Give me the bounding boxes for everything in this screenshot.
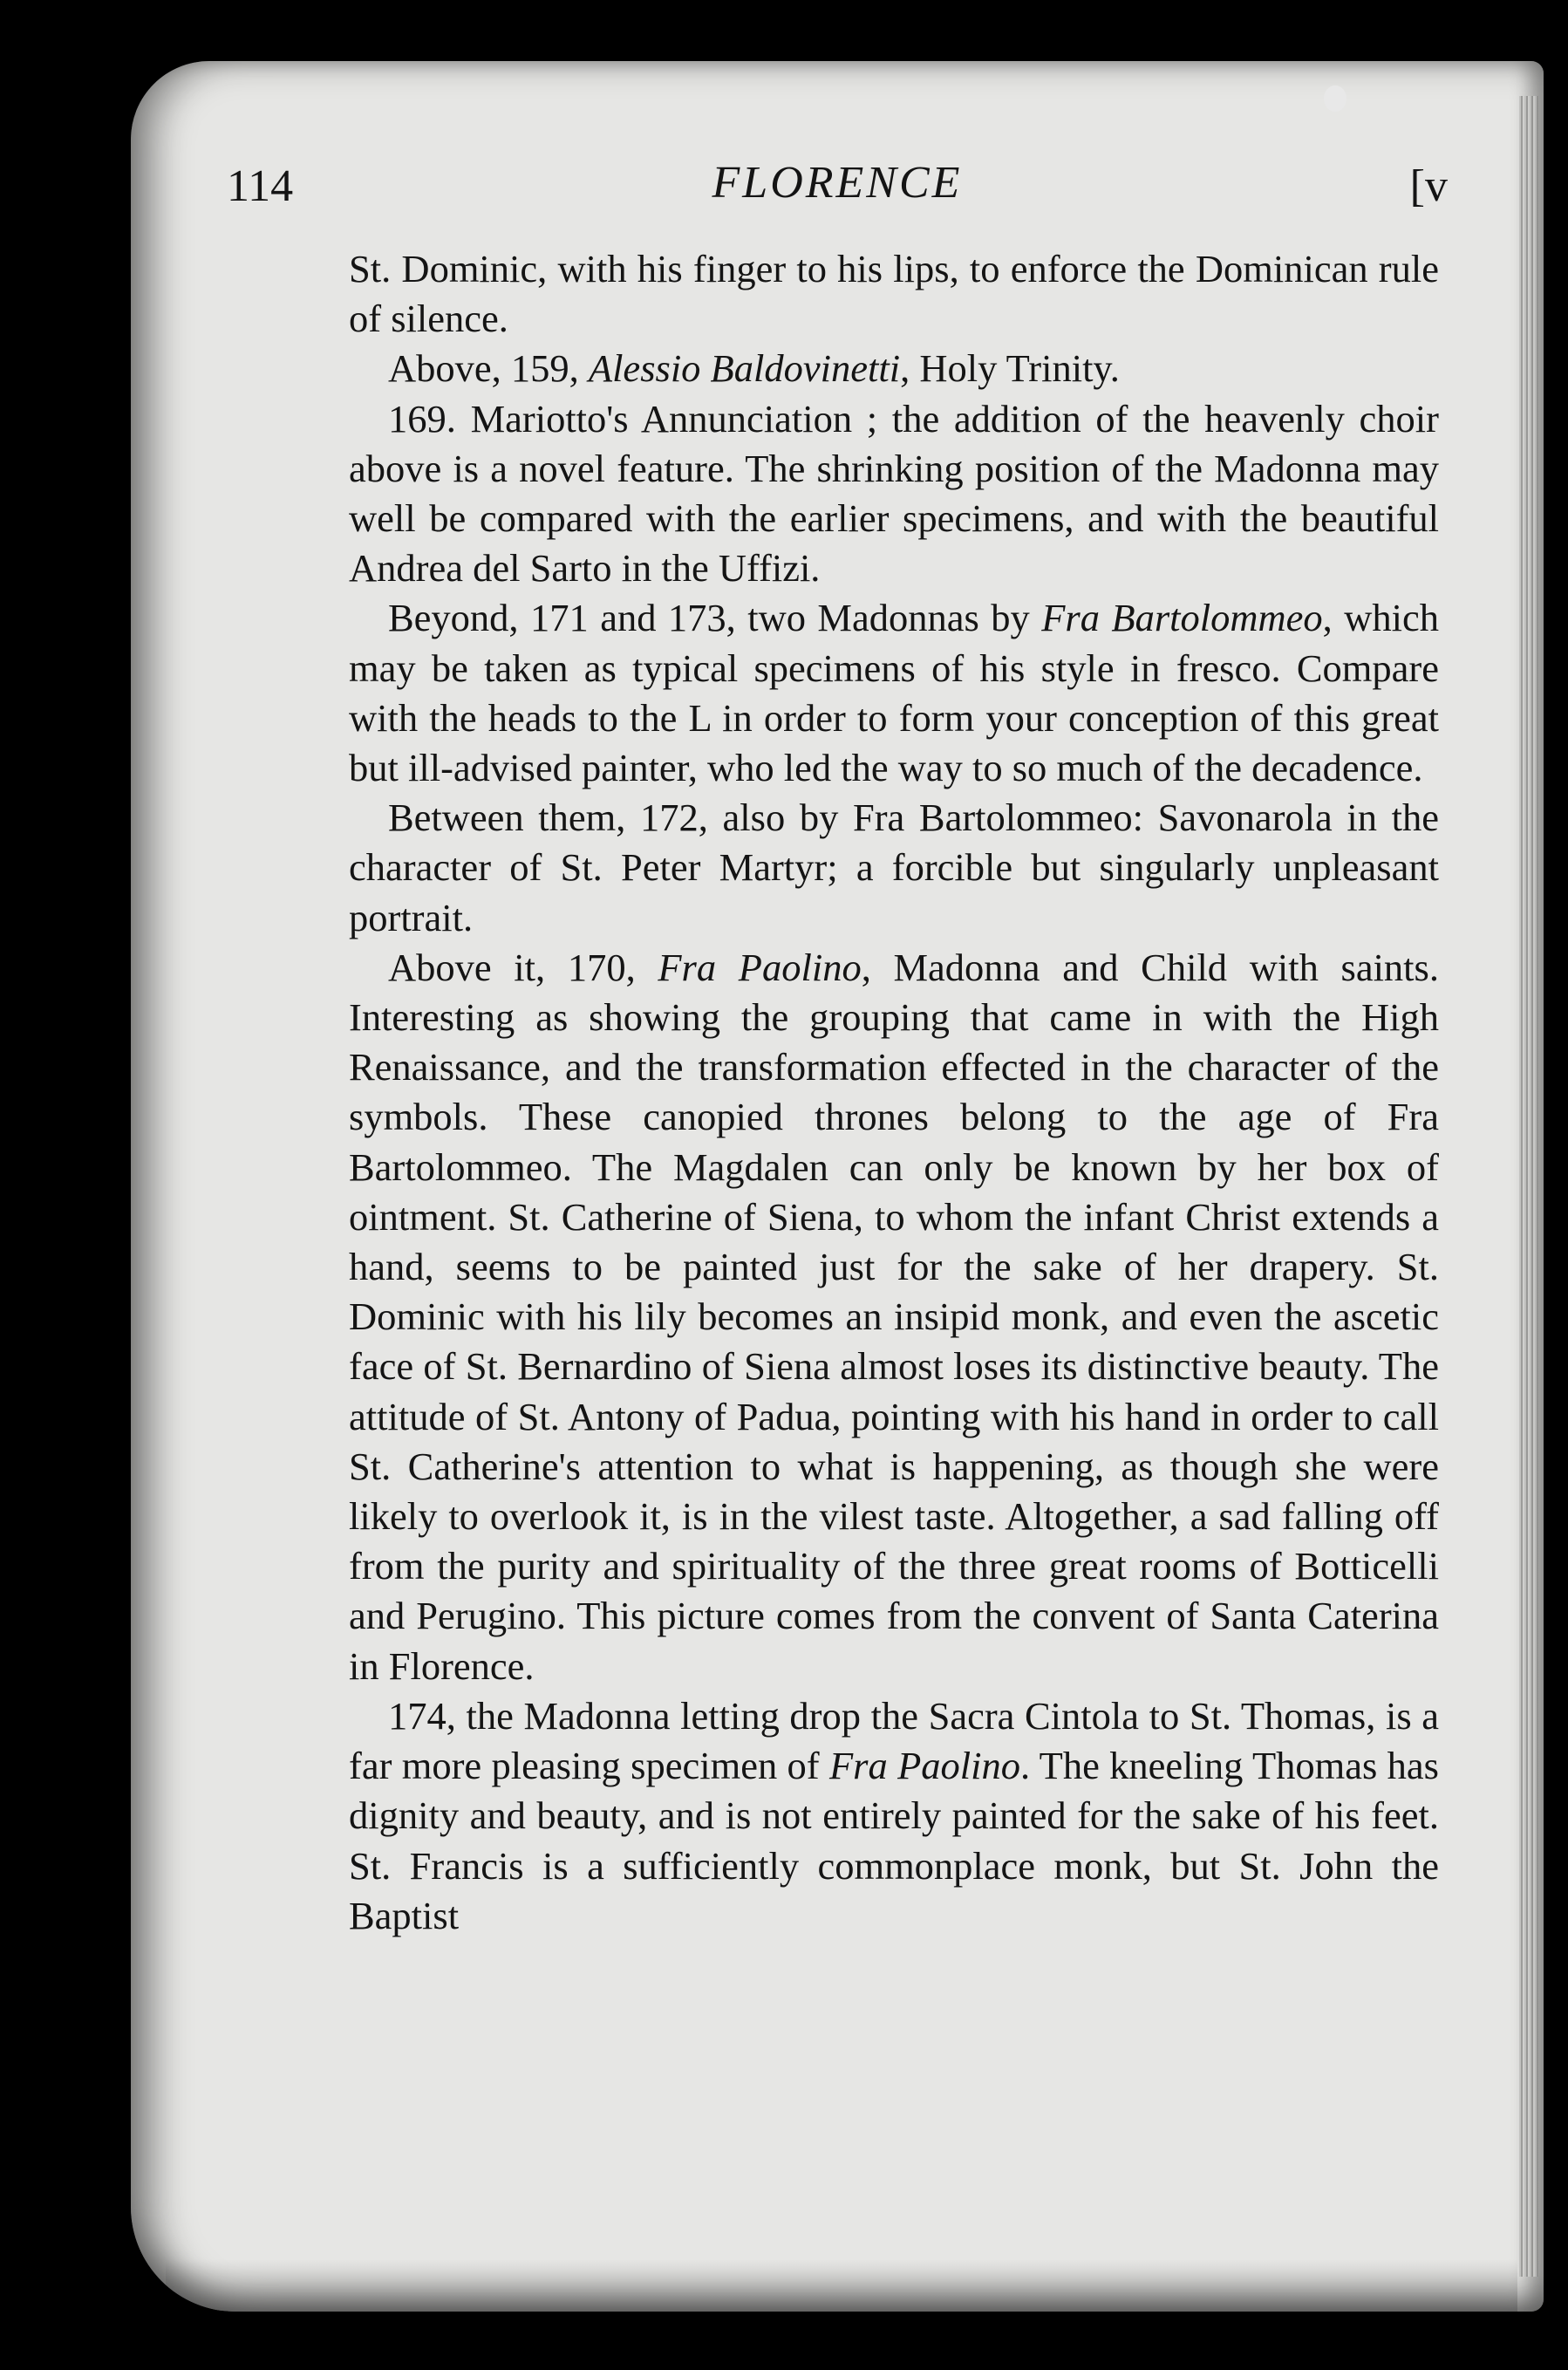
paragraph-4 xyxy=(349,593,1439,793)
paragraph-7-lead: 174, the Madonna letting drop the Sacra Cintola to St. Thomas, is a far more pleasing specimen of xyxy=(349,1693,1439,1788)
page-number: 114 xyxy=(227,161,294,211)
paragraph-2 xyxy=(349,344,1439,393)
paragraph-6 xyxy=(349,943,1439,1691)
artist-name: Fra Bartolommeo xyxy=(1041,596,1323,640)
section-mark: [v xyxy=(1409,161,1448,211)
paragraph-4-lead: Beyond, 171 and 173, two Madonnas by xyxy=(388,596,1042,640)
paragraph-6-rest: , Madonna and Child with saints. Interesting as showing the grouping that came in with the High Renaissance, and the transformation effected in the character of the symbols. These canopied thrones belong to the age of Fra Bartolommeo. The Magdalen can only be known by her box of ointment. St. Catherine of Siena, to whom the infant Christ extends a hand, seems to be painted just for the sake of her drapery. St. Dominic with his lily becomes an insipid monk, and even the ascetic face of St. Bernardino of Siena almost loses its distinctive beauty. The attitude of St. Antony of Padua, pointing with his hand in order to call St. Catherine's attention to what is happening, as though she were likely to overlook it, is in the vilest taste. Altogether, a sad falling off from the purity and spirituality of the three great rooms of Botticelli and Perugino. This picture comes from the convent of Santa Caterina in Florence. xyxy=(349,945,1439,1688)
page-edge-bottom xyxy=(166,2259,1517,2312)
artist-name: Fra Paolino xyxy=(828,1744,1020,1788)
paragraph-1: St. Dominic, with his finger to his lips, to enforce the Dominican rule of silence. xyxy=(349,247,1439,341)
paragraph-7 xyxy=(349,1691,1439,1941)
paragraph-7-rest: . The kneeling Thomas has dignity and beauty, and is not entirely painted for the sake of his feet. St. Francis is a sufficiently commonplace monk, but St. John the Baptist xyxy=(349,1744,1439,1937)
paragraph-5: Between them, 172, also by Fra Bartolommeo: Savonarola in the character of St. Peter Martyr; a forcible but singularly unpleasant portrait. xyxy=(349,796,1439,939)
page-header xyxy=(227,157,1448,218)
artist-name: Alessio Baldovinetti xyxy=(588,346,901,391)
paper-spot xyxy=(1324,85,1346,112)
paragraph-2-lead: Above, 159, xyxy=(388,346,589,391)
body-text xyxy=(349,244,1439,1941)
page-edge-right xyxy=(1519,96,1538,2277)
paragraph-2-rest: , Holy Trinity. xyxy=(900,346,1120,391)
paragraph-3: 169. Mariotto's Annunciation ; the addition of the heavenly choir above is a novel feature. The shrinking position of the Madonna may well be compared with the earlier specimens, and with the beautiful Andrea del Sarto in the Uffizi. xyxy=(349,396,1439,591)
running-title: FLORENCE xyxy=(712,158,963,208)
paragraph-4-rest: , which may be taken as typical specimens of his style in fresco. Compare with the heads to the L in order to form your conception of this great but ill-advised painter, who led the way to so much of the decadence. xyxy=(349,596,1439,790)
paragraph-6-lead: Above it, 170, xyxy=(388,945,658,989)
artist-name: Fra Paolino xyxy=(658,945,862,989)
